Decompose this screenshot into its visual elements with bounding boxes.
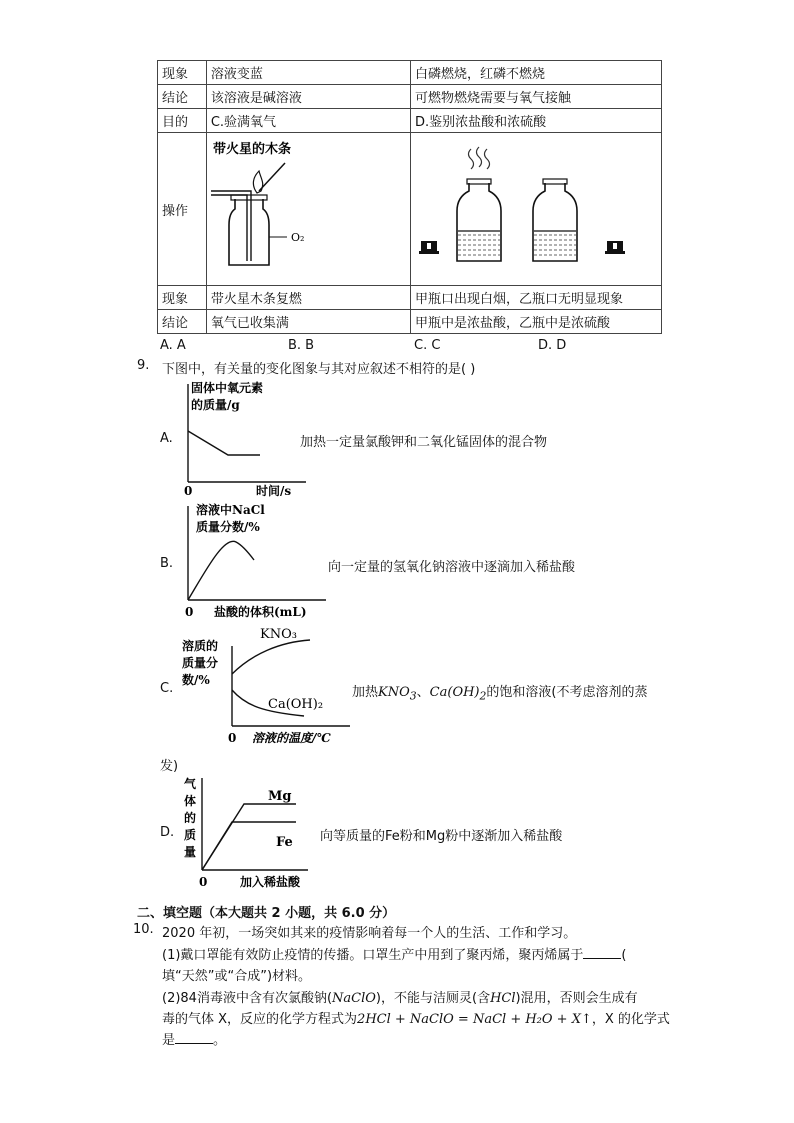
desc-text: 、 [416,685,430,700]
option-a[interactable]: A. A [160,338,186,353]
table-row [158,85,662,109]
graph-d-origin: 0 [199,875,208,889]
graph-d-ylabel: 气 [184,777,197,791]
text: 毒的气体 X，反应的化学方程式为 [162,1012,358,1027]
graph-c-ylabel: 溶质的 [182,639,219,653]
graph-c-origin: 0 [228,731,237,745]
graph-b-ylabel: 溶液中NaCl [196,503,265,517]
graph-a-ylabel: 固体中氧元素 [191,381,264,395]
option-d-desc: 向等质量的Fe粉和Mg粉中逐渐加入稀盐酸 [320,829,563,844]
option-a-letter[interactable]: A. [160,431,173,446]
option-a-desc: 加热一定量氯酸钾和二氧化锰固体的混合物 [300,435,548,450]
row-label: 结论 [158,310,207,334]
graph-a-origin: 0 [184,484,193,498]
cell-c-figure [206,133,410,286]
row-label: 目的 [158,109,207,133]
q10-number: 10. [133,922,154,937]
q10-part1-cont: 填“天然”或“合成”)材料。 [162,969,312,984]
graph-b-ylabel: 质量分数/% [196,520,260,534]
graph-c-xlabel: 溶液的温度/℃ [252,731,331,745]
cell-c: C.验满氧气 [206,109,410,133]
q10-part2 [162,987,638,1006]
cell-c: 该溶液是碱溶液 [206,85,410,109]
formula-sub: 3 [409,689,417,703]
formula-sub: 2 [479,689,487,703]
graph-d-ylabel: 的 [184,811,197,825]
gas-label: O₂ [290,231,305,244]
graph-d-label-fe: Fe [276,835,293,850]
graph-b-origin: 0 [185,605,194,619]
formula-kno3 [378,685,417,703]
graph-d-ylabel: 体 [184,794,197,808]
table-row [158,61,662,85]
graph-a-line [188,431,260,455]
cell-d-figure [411,133,662,286]
cell-d: D.鉴别浓盐酸和浓硫酸 [411,109,662,133]
graph-d [178,774,318,894]
graph-d-ylabel: 量 [184,845,197,859]
section-title: 二、填空题（本大题共 2 小题，共 6.0 分） [137,906,396,921]
fume-icon [469,149,474,169]
graph-d-xlabel: 加入稀盐酸 [240,875,301,889]
graph-d-ylabel: 质 [184,828,197,842]
graph-b [176,500,336,624]
text: 。 [213,1033,227,1048]
cell-c: 氧气已收集满 [206,310,410,334]
table-row [158,310,662,334]
graph-a-xlabel: 时间/s [256,484,292,498]
graph-b-xlabel: 盐酸的体积(mL) [214,605,307,619]
text: ( [621,948,627,963]
chemical-equation: 2HCl + NaClO = NaCl + H₂O + X↑ [357,1012,592,1027]
graph-c-ylabel: 数/% [182,673,210,687]
graph-c-curve-kno3 [232,640,310,674]
option-d-letter[interactable]: D. [160,825,175,840]
option-c-desc [352,681,647,703]
table-row [158,133,662,286]
option-c-letter[interactable]: C. [160,681,174,696]
graph-c [180,624,360,748]
text: )混用，否则会生成有 [515,991,638,1006]
desc-text: 的饱和溶液(不考虑溶剂的蒸 [486,685,648,700]
figure-caption: 带火星的木条 [212,142,291,157]
oxygen-bottle-figure [207,133,403,281]
table-row [158,109,662,133]
cell-d: 可燃物燃烧需要与氧气接触 [411,85,662,109]
row-label: 操作 [158,133,207,286]
option-c-desc-cont: 发) [160,759,179,774]
text: (2)84消毒液中含有次氯酸钠( [162,991,333,1006]
formula-text: KNO [378,685,410,700]
q8-options [160,338,660,354]
formula-caoh2 [429,685,487,703]
graph-c-label-kno3: KNO₃ [260,627,297,642]
q9-number: 9. [137,358,150,373]
formula-text: Ca(OH) [429,685,480,700]
graph-c-label-caoh2: Ca(OH)₂ [268,697,324,712]
option-d[interactable]: D. D [538,338,567,353]
formula-hcl: HCl [490,991,516,1006]
graph-a-ylabel: 的质量/g [191,398,240,412]
text: (1)戴口罩能有效防止疫情的传播。口罩生产中用到了聚丙烯，聚丙烯属于 [162,948,584,963]
q10-part1 [162,944,627,963]
answer-blank[interactable] [583,946,621,959]
text: ，X 的化学式 [591,1012,670,1027]
fume-icon [485,149,490,169]
q10-part2-end [162,1029,226,1048]
stopper-icon [419,241,439,254]
cell-d: 甲瓶中是浓盐酸，乙瓶中是浓硫酸 [411,310,662,334]
graph-d-label-mg: Mg [268,789,292,804]
option-b[interactable]: B. B [288,338,315,353]
cell-c: 带火星木条复燃 [206,286,410,310]
option-b-desc: 向一定量的氢氧化钠溶液中逐滴加入稀盐酸 [328,560,576,575]
cell-d: 甲瓶口出现白烟，乙瓶口无明显现象 [411,286,662,310]
graph-b-curve [188,541,254,600]
q10-stem: 2020 年初，一场突如其来的疫情影响着每一个人的生活、工作和学习。 [162,926,577,941]
option-b-letter[interactable]: B. [160,556,174,571]
text: 是 [162,1033,176,1048]
stopper-icon [605,241,625,254]
fume-icon [477,147,482,167]
table-row [158,286,662,310]
flame-icon [253,171,262,193]
row-label: 现象 [158,61,207,85]
row-label: 现象 [158,286,207,310]
formula-naclo: NaClO [332,991,376,1006]
graph-a [176,378,316,500]
answer-blank[interactable] [175,1031,213,1044]
desc-text: 加热 [352,685,379,700]
row-label: 结论 [158,85,207,109]
graph-c-ylabel: 质量分 [182,656,219,670]
cell-d: 白磷燃烧，红磷不燃烧 [411,61,662,85]
text: )，不能与洁厕灵(含 [375,991,491,1006]
q10-part2-cont [162,1008,670,1027]
experiment-table [157,60,662,334]
q9-stem: 下图中，有关量的变化图象与其对应叙述不相符的是( ) [162,362,476,377]
two-bottles-figure [411,133,661,281]
option-c[interactable]: C. C [414,338,441,353]
cell-c: 溶液变蓝 [206,61,410,85]
